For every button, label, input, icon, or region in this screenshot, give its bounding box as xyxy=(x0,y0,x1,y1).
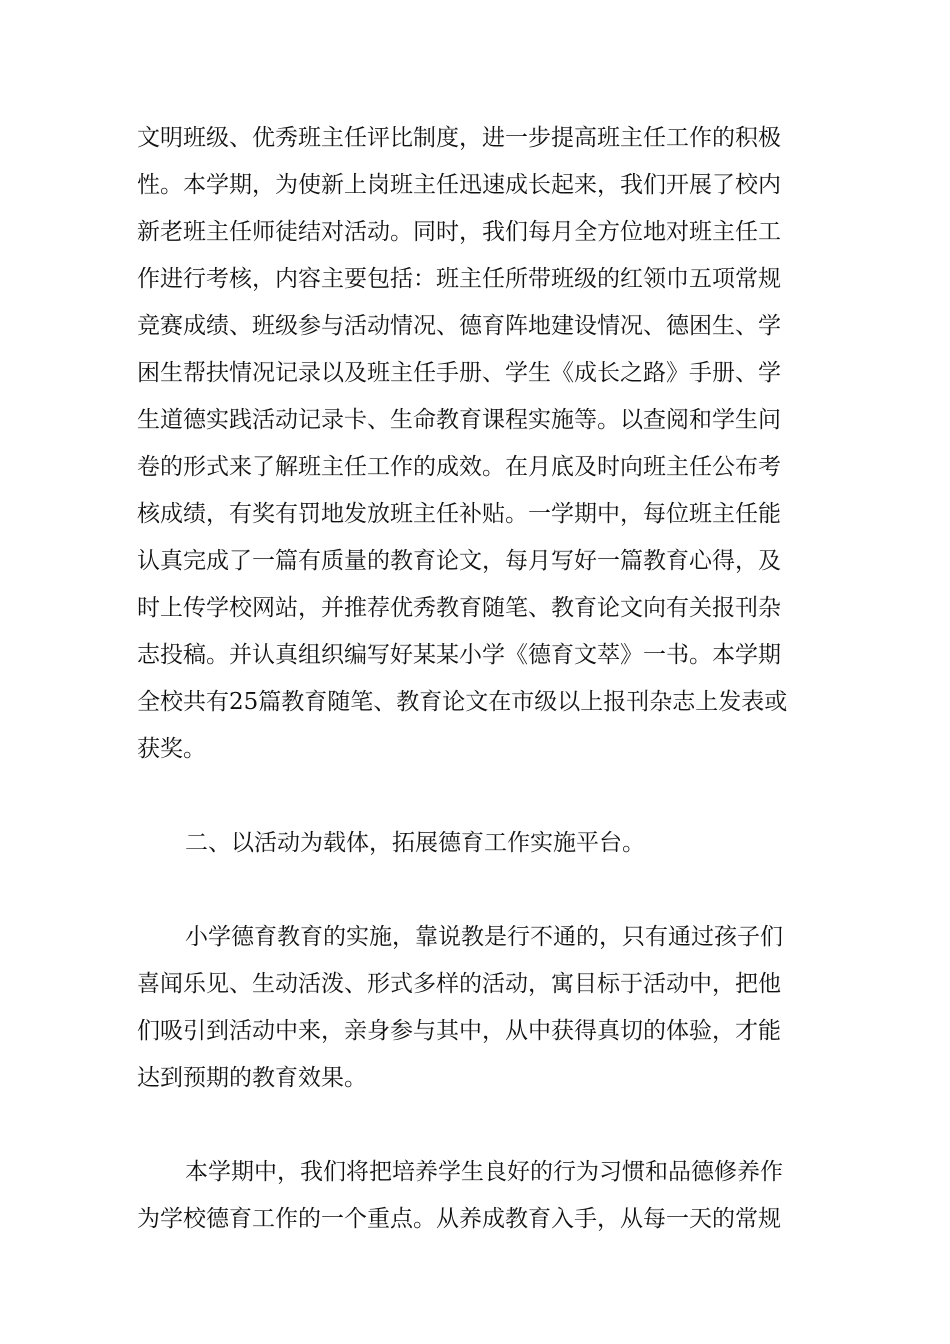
paragraph-3-line-2: 为学校德育工作的一个重点。从养成教育入手，从每一天的常规 xyxy=(137,1206,781,1232)
paragraph-1-line-5: 竞赛成绩、班级参与活动情况、德育阵地建设情况、德困生、学 xyxy=(137,313,781,339)
paragraph-1-line-8: 卷的形式来了解班主任工作的成效。在月底及时向班主任公布考 xyxy=(137,454,781,480)
paragraph-1-line-11: 时上传学校网站，并推荐优秀教育随笔、教育论文向有关报刊杂 xyxy=(137,595,781,621)
paragraph-1-line-7: 生道德实践活动记录卡、生命教育课程实施等。以查阅和学生问 xyxy=(137,407,781,433)
section-heading: 二、以活动为载体，拓展德育工作实施平台。 xyxy=(185,830,645,856)
paragraph-2-line-2: 喜闻乐见、生动活泼、形式多样的活动，寓目标于活动中，把他 xyxy=(137,971,781,997)
paragraph-2-line-3: 们吸引到活动中来，亲身参与其中，从中获得真切的体验，才能 xyxy=(137,1018,781,1044)
paragraph-1-line-14: 获奖。 xyxy=(137,736,206,762)
paragraph-1-line-9: 核成绩，有奖有罚地发放班主任补贴。一学期中，每位班主任能 xyxy=(137,501,781,527)
paragraph-1-line-13: 全校共有25篇教育随笔、教育论文在市级以上报刊杂志上发表或 xyxy=(137,689,788,715)
paragraph-2-line-4: 达到预期的教育效果。 xyxy=(137,1065,367,1091)
paragraph-1-line-12: 志投稿。并认真组织编写好某某小学《德育文萃》一书。本学期 xyxy=(137,642,781,668)
paragraph-1-line-6: 困生帮扶情况记录以及班主任手册、学生《成长之路》手册、学 xyxy=(137,360,781,386)
paragraph-1-line-3: 新老班主任师徒结对活动。同时，我们每月全方位地对班主任工 xyxy=(137,219,781,245)
paragraph-3-line-1: 本学期中，我们将把培养学生良好的行为习惯和品德修养作 xyxy=(185,1159,783,1185)
paragraph-1-line-2: 性。本学期，为使新上岗班主任迅速成长起来，我们开展了校内 xyxy=(137,172,781,198)
paragraph-1-line-1: 文明班级、优秀班主任评比制度，进一步提高班主任工作的积极 xyxy=(137,125,781,151)
paragraph-1-line-4: 作进行考核，内容主要包括：班主任所带班级的红领巾五项常规 xyxy=(137,266,781,292)
paragraph-2-line-1: 小学德育教育的实施，靠说教是行不通的，只有通过孩子们 xyxy=(185,924,783,950)
paragraph-1-line-10: 认真完成了一篇有质量的教育论文，每月写好一篇教育心得，及 xyxy=(137,548,781,574)
